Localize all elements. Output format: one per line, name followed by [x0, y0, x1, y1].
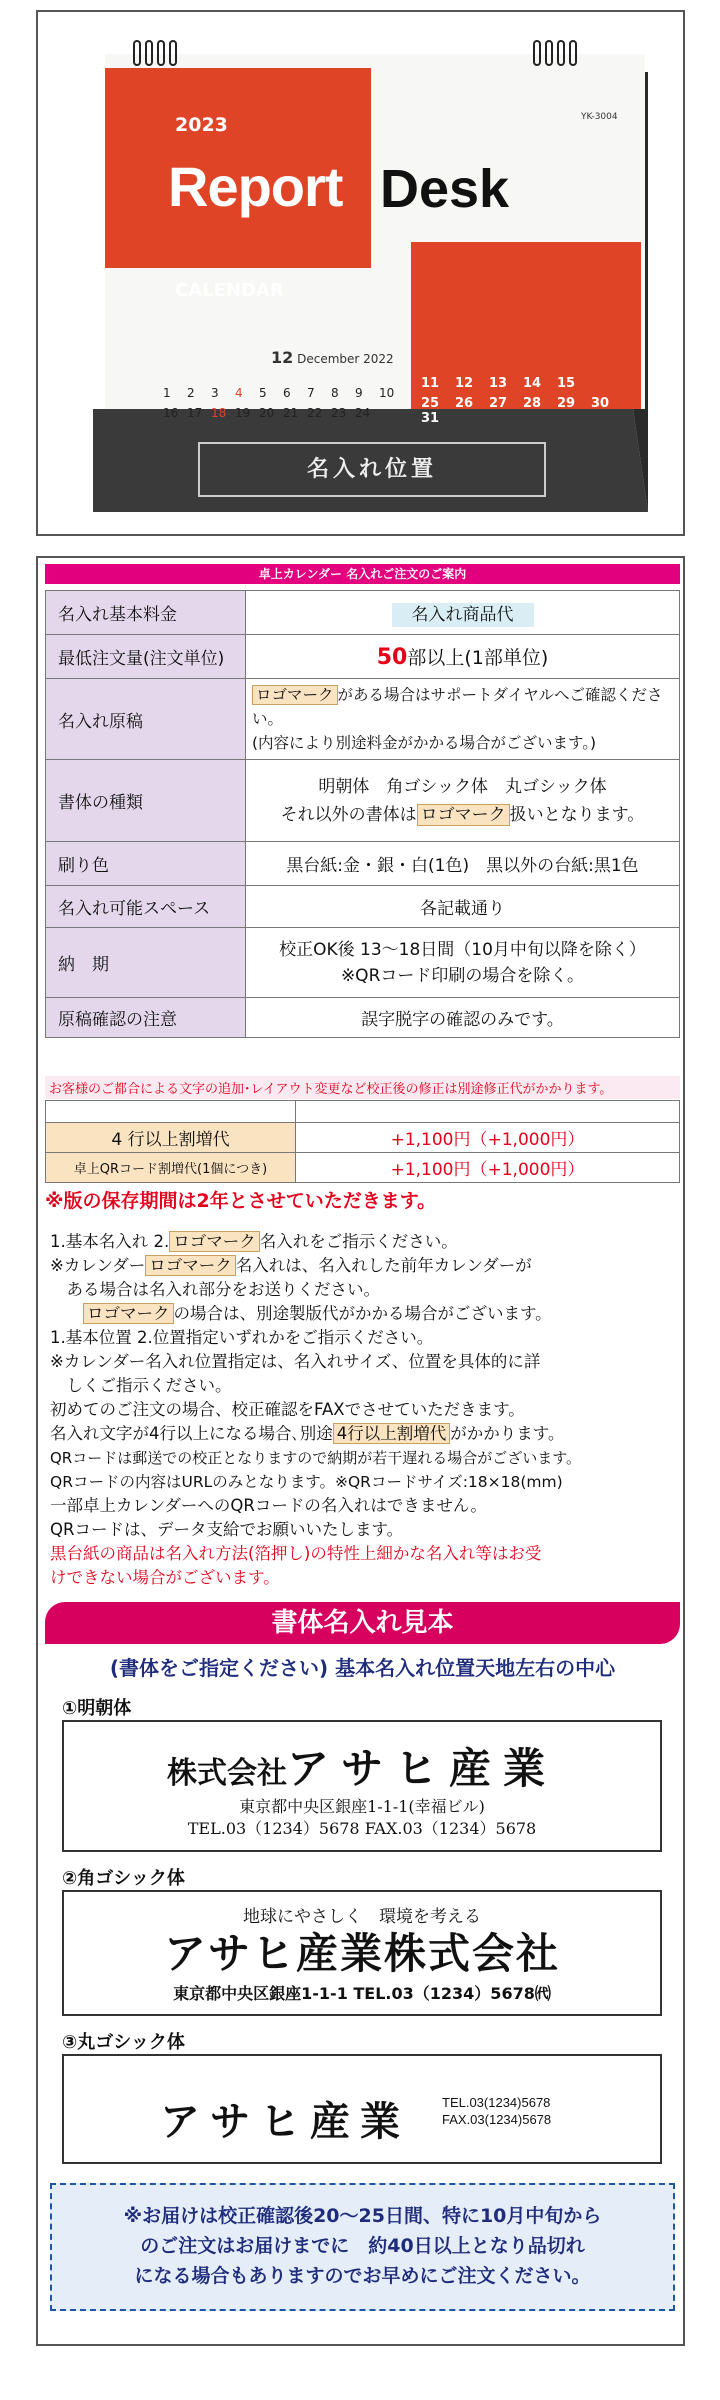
table-row: [46, 886, 680, 928]
row-key: 書体の種類: [46, 760, 246, 842]
month-number: 12: [271, 348, 294, 367]
order-info-section: [36, 556, 685, 2346]
row-key: 原稿確認の注意: [46, 998, 246, 1038]
row-value: ロゴマーク がある場合はサポートダイヤルへご確認ください。 (内容により別途料金がかかる場合がございます。): [246, 679, 680, 760]
calendar-days-row-1: 1 2 3 4 5 6 7 8 9 10: [163, 386, 395, 400]
row-value: 黒台紙:金・銀・白(1色) 黒以外の台紙:黒1色: [246, 842, 680, 886]
binding-ring-icon: [533, 40, 541, 66]
table-row: [46, 635, 680, 679]
note-line: QRコードは郵送での校正となりますので納期が若干遅れる場合がございます。: [50, 1449, 582, 1467]
month-name: December: [297, 352, 360, 366]
sample-company-name: 株式会社アサヒ産業: [166, 1744, 557, 1793]
retention-notice: ※版の保存期間は2年とさせていただきます。: [45, 1190, 437, 1212]
sample-phone: TEL.03（1234）5678 FAX.03（1234）5678: [187, 1819, 537, 1838]
binding-ring-icon: [169, 40, 177, 66]
font-samples-heading: 書体名入れ見本: [45, 1602, 680, 1644]
sample-card-mincho: [62, 1720, 662, 1852]
row-value: [246, 635, 680, 679]
logo-mark-badge: ロゴマーク: [83, 1303, 174, 1324]
note-line: ※カレンダー ロゴマーク 名入れは、名入れした前年カレンダーが: [50, 1256, 532, 1275]
table-row: [46, 998, 680, 1038]
note-line: ある場合は名入れ部分をお送りください。: [50, 1280, 380, 1299]
sample-company-name: アサヒ産業株式会社: [163, 1929, 560, 1978]
row-value: 誤字脱字の確認のみです。: [246, 998, 680, 1038]
row-key: 納 期: [46, 928, 246, 998]
surcharge-table: [45, 1100, 680, 1183]
revision-note: お客様のご都合による文字の追加･レイアウト変更など校正後の修正は別途修正代がかかります。: [45, 1076, 680, 1099]
table-row: [46, 842, 680, 886]
binding-ring-icon: [557, 40, 565, 66]
calendar-title-left: Report: [168, 155, 343, 218]
table-row: [46, 1123, 680, 1153]
calendar-code: YK-3004: [581, 112, 618, 122]
row-value: 明朝体 角ゴシック体 丸ゴシック体 それ以外の書体は ロゴマーク 扱いとなります。: [246, 760, 680, 842]
order-info-banner: 卓上カレンダー 名入れご注文のご案内: [45, 564, 680, 584]
row-key: 最低注文量(注文単位): [46, 635, 246, 679]
binding-ring-icon: [545, 40, 553, 66]
calendar-month: [271, 348, 394, 367]
logo-mark-badge: ロゴマーク: [145, 1255, 236, 1276]
surcharge-value: +1,100円（+1,000円）: [296, 1123, 680, 1153]
note-line: 1.基本位置 2.位置指定いずれかをご指示ください。: [50, 1328, 434, 1347]
surcharge-value: +1,100円（+1,000円）: [296, 1153, 680, 1183]
binding-ring-icon: [133, 40, 141, 66]
sample-label-kaku-gothic: ②角ゴシック体: [62, 1868, 185, 1889]
sample-slogan: 地球にやさしく 環境を考える: [243, 1907, 481, 1927]
sample-address: 東京都中央区銀座1-1-1 TEL.03（1234）5678㈹: [173, 1984, 551, 2003]
table-row: [46, 928, 680, 998]
note-line: QRコードは、データ支給でお願いいたします。: [50, 1520, 404, 1539]
note-line: 一部卓上カレンダーへのQRコードの名入れはできません。: [50, 1496, 487, 1515]
row-value: 校正OK後 13～18日間（10月中旬以降を除く） ※QRコード印刷の場合を除く。: [246, 928, 680, 998]
table-row: [46, 760, 680, 842]
row-key: 刷り色: [46, 842, 246, 886]
table-row: [46, 1101, 680, 1123]
nameplate-area: 名入れ位置: [198, 442, 546, 497]
price-table: [45, 590, 680, 1038]
binding-ring-icon: [157, 40, 165, 66]
logo-mark-badge: ロゴマーク: [417, 804, 510, 826]
sample-card-maru-gothic: [62, 2054, 662, 2164]
calendar-days-row-2: 16 17 18 19 20 21 22 23 24: [163, 406, 371, 420]
note-line: 黒台紙の商品は名入れ方法(箔押し)の特性上細かな名入れ等はお受: [50, 1544, 542, 1563]
note-line: 初めてのご注文の場合、校正確認をFAXでさせていただきます。: [50, 1400, 525, 1419]
month-year: 2022: [363, 352, 394, 366]
row-key: 名入れ可能スペース: [46, 886, 246, 928]
logo-mark-badge: ロゴマーク: [169, 1231, 260, 1252]
table-row: [46, 679, 680, 760]
note-line: 1.基本名入れ 2. ロゴマーク 名入れをご指示ください。: [50, 1232, 458, 1251]
note-line: ※カレンダー名入れ位置指定は、名入れサイズ、位置を具体的に詳: [50, 1352, 541, 1371]
calendar-days-right-row-1: 11 12 13 14 15: [421, 376, 576, 391]
row-key: 名入れ原稿: [46, 679, 246, 760]
base-price-value: 名入れ商品代: [392, 603, 534, 627]
surcharge-badge: 4行以上割増代: [333, 1423, 451, 1444]
sample-address: 東京都中央区銀座1-1-1(幸福ビル): [239, 1797, 485, 1816]
order-notes: [50, 1230, 675, 1590]
delivery-notice: ※お届けは校正確認後20～25日間、特に10月中旬から のご注文はお届けまでに 約40日以上となり品切れ になる場合もありますのでお早めにご注文ください。: [50, 2183, 675, 2311]
desk-calendar-image: [93, 42, 648, 522]
product-photo: [36, 10, 685, 536]
min-quantity-number: 50: [376, 645, 408, 670]
row-key: 名入れ基本料金: [46, 591, 246, 635]
table-row: [46, 1153, 680, 1183]
font-samples-subheading: (書体をご指定ください) 基本名入れ位置天地左右の中心: [109, 1656, 616, 1680]
row-value: [246, 591, 680, 635]
note-line: QRコードの内容はURLのみとなります。※QRコードサイズ:18×18(mm): [50, 1473, 563, 1491]
row-value: 各記載通り: [246, 886, 680, 928]
note-line: 名入れ文字が4行以上になる場合､別途 4行以上割増代 がかかります。: [50, 1424, 565, 1443]
surcharge-key: 4 行以上割増代: [46, 1123, 296, 1153]
min-quantity-unit: 部以上(1部単位): [407, 647, 549, 669]
surcharge-key: 卓上QRコード割増代(1個につき): [46, 1153, 296, 1183]
sample-label-mincho: ①明朝体: [62, 1698, 132, 1719]
calendar-label: CALENDAR: [175, 280, 284, 301]
table-row: [46, 591, 680, 635]
sample-card-kaku-gothic: [62, 1890, 662, 2016]
calendar-year: 2023: [175, 114, 228, 136]
binding-ring-icon: [145, 40, 153, 66]
sample-label-maru-gothic: ③丸ゴシック体: [62, 2032, 185, 2053]
binding-ring-icon: [569, 40, 577, 66]
sample-company-name: アサヒ産業: [160, 2099, 410, 2145]
calendar-title-right: Desk: [380, 159, 510, 219]
note-line: ロゴマーク の場合は、別途製版代がかかる場合がございます。: [50, 1302, 675, 1326]
note-line: しくご指示ください。: [50, 1376, 232, 1395]
logo-mark-badge: ロゴマーク: [252, 685, 338, 705]
calendar-days-right-row-2: 25 26 27 28 29 3031: [421, 396, 610, 426]
sample-phone: TEL.03(1234)5678 FAX.03(1234)5678: [442, 2095, 552, 2127]
note-line: けできない場合がございます。: [50, 1568, 280, 1587]
